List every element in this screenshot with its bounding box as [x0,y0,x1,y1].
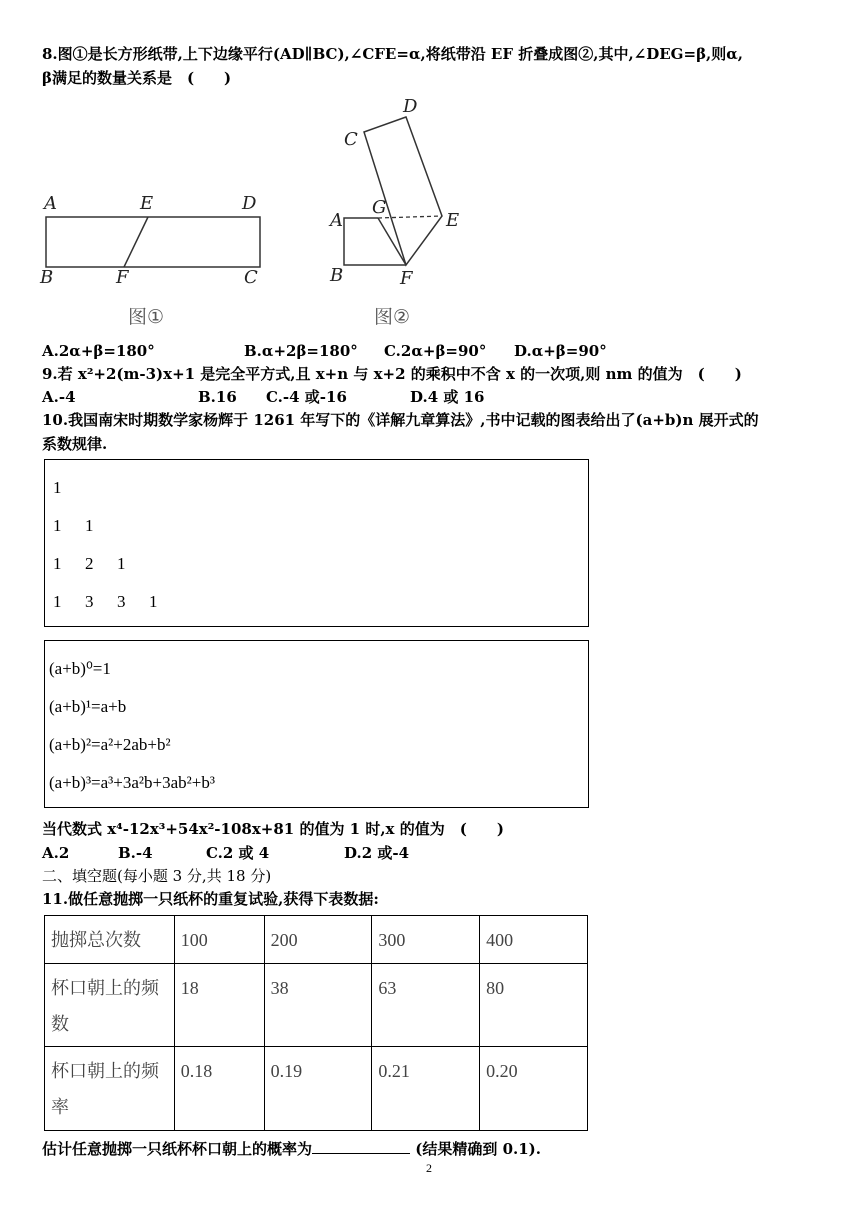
q9-option-c[interactable]: C.-4 或-16 [266,388,347,406]
triangle-number: 1 [53,592,62,611]
page-number: 2 [426,1161,432,1175]
expansion-3: (a+b)³=a³+3a²b+3ab²+b³ [49,773,215,792]
q10-question: 当代数式 x⁴-12x³+54x²-108x+81 的值为 1 时,x 的值为 ( ) [42,820,504,838]
fig2-label-b: B [330,265,344,286]
expansion-0: (a+b)⁰=1 [49,659,111,678]
table-header-cell: 抛掷总次数 [45,916,175,964]
expansion-2: (a+b)²=a²+2ab+b² [49,735,171,754]
fig2-dashed-ge [378,216,442,218]
q11-stem: 11.做任意抛掷一只纸杯的重复试验,获得下表数据: [42,890,379,908]
triangle-number: 1 [117,554,126,573]
q8-option-b[interactable]: B.α+2β=180° [244,342,358,360]
table-cell: 0.19 [264,1047,372,1131]
table-row [45,1047,588,1131]
table-cell: 100 [174,916,264,964]
triangle-row-1 [53,516,117,536]
fig1-label-b: B [40,267,54,288]
q11-prompt-line [42,1139,541,1159]
fig1-label-e: E [140,193,154,214]
figure-1 [36,185,276,335]
q9-option-a[interactable]: A.-4 [42,388,76,406]
expansion-box [44,640,589,808]
fig2-label-g: G [372,197,387,218]
q10-option-b[interactable]: B.-4 [118,844,153,862]
fig2-folded-strip [364,117,442,265]
triangle-number: 1 [53,554,62,573]
table-cell: 63 [372,964,480,1047]
fig1-label-c: C [244,267,258,288]
table-cell: 300 [372,916,480,964]
fig2-line-gf [378,218,406,265]
frequency-table [44,915,588,1131]
table-cell: 0.21 [372,1047,480,1131]
table-cell: 0.18 [174,1047,264,1131]
fig1-rectangle [46,217,260,267]
triangle-number: 3 [85,592,94,611]
q8-option-a[interactable]: A.2α+β=180° [42,342,155,360]
table-cell: 400 [480,916,588,964]
q8-option-d[interactable]: D.α+β=90° [514,342,607,360]
q11-prompt: 估计任意抛掷一只纸杯杯口朝上的概率为 [42,1140,313,1158]
q8-option-c[interactable]: C.2α+β=90° [384,342,487,360]
triangle-number: 1 [149,592,158,611]
table-cell: 18 [174,964,264,1047]
table-cell: 80 [480,964,588,1047]
table-cell: 38 [264,964,372,1047]
triangle-number: 1 [85,516,94,535]
table-header-cell: 杯口朝上的频数 [45,964,175,1047]
fig1-fold-line [124,217,148,267]
fig2-label-a: A [330,210,343,231]
q8-stem-line2: β满足的数量关系是 ( ) [42,69,232,87]
table-cell: 0.20 [480,1047,588,1131]
figure-2 [326,95,476,335]
q10-option-d[interactable]: D.2 或-4 [344,844,410,862]
fig2-label-e: E [446,210,460,231]
fig2-lower-strip [344,218,406,265]
triangle-row-0 [53,478,85,498]
q8-stem-line1: 8.图①是长方形纸带,上下边缘平行(AD∥BC),∠CFE=α,将纸带沿 EF 折叠成图②,其中,∠DEG=β,则α, [42,45,744,63]
table-row [45,916,588,964]
fig2-label-f: F [400,268,413,289]
fig2-label-c: C [344,129,358,150]
yang-hui-triangle-box [44,459,589,627]
q10-stem-line1: 10.我国南宋时期数学家杨辉于 1261 年写下的《详解九章算法》,书中记载的图表给出了(a+b)n 展开式的 [42,411,759,429]
q10-option-c[interactable]: C.2 或 4 [206,844,270,862]
fig1-label-d: D [242,193,257,214]
answer-blank[interactable] [312,1139,410,1154]
fig1-label-f: F [116,267,129,288]
q9-stem: 9.若 x²+2(m-3)x+1 是完全平方式,且 x+n 与 x+2 的乘积中不含 x 的一次项,则 nm 的值为 ( ) [42,365,742,383]
fig1-label-a: A [44,193,57,214]
triangle-number: 3 [117,592,126,611]
triangle-number: 1 [53,478,62,497]
fig1-caption: 图① [128,306,165,328]
triangle-number: 1 [53,516,62,535]
table-row [45,964,588,1047]
q9-option-b[interactable]: B.16 [198,388,237,406]
fig2-caption: 图② [374,306,411,328]
q9-option-d[interactable]: D.4 或 16 [410,388,485,406]
table-header-cell: 杯口朝上的频率 [45,1047,175,1131]
q10-option-a[interactable]: A.2 [42,844,70,862]
triangle-number: 2 [85,554,94,573]
q10-stem-line2: 系数规律. [42,435,108,453]
q11-suffix: (结果精确到 0.1). [415,1140,541,1158]
triangle-row-2 [53,554,149,574]
section-2-heading: 二、填空题(每小题 3 分,共 18 分) [42,867,272,885]
fig2-label-d: D [403,96,418,117]
triangle-row-3 [53,592,181,612]
expansion-1: (a+b)¹=a+b [49,697,127,716]
table-cell: 200 [264,916,372,964]
